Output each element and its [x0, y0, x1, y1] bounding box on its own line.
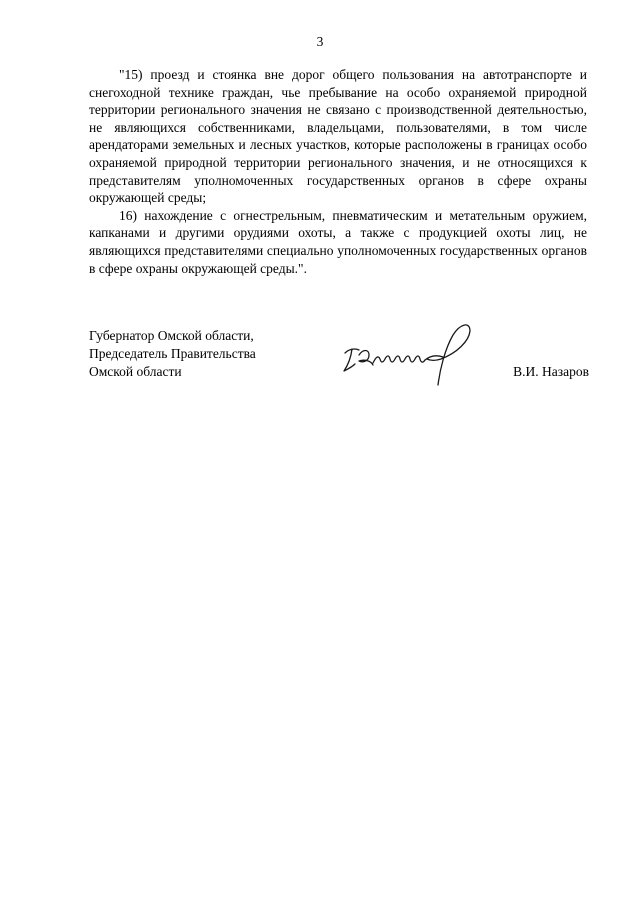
signatory-title-line-3: Омской области	[89, 364, 182, 379]
signatory-title-line-2: Председатель Правительства	[89, 346, 256, 361]
signatory-title-line-1: Губернатор Омской области,	[89, 328, 254, 343]
handwritten-signature-icon	[339, 319, 489, 389]
signatory-name: В.И. Назаров	[513, 364, 589, 379]
body-text	[89, 66, 587, 277]
page-number: 3	[316, 34, 324, 49]
signature-block	[89, 327, 589, 407]
paragraph-15: "15) проезд и стоянка вне дорог общего пользования на автотранспорте и снегоходной технике граждан, чье пребывание на особо охраняемой природной территории регионального значения не связано с производственной деятельностью, не являющихся собственниками, владельцами, пользователями, в том числе арендаторами земельных и лесных участков, которые расположены в границах особо охраняемой природной территории регионального значения, и не относящихся к представителям уполномоченных государственных органов в сфере охраны окружающей среды;	[89, 67, 587, 206]
paragraph-16: 16) нахождение с огнестрельным, пневматическим и метательным оружием, капканами и другими орудиями охоты, а также с продукцией охоты лиц, не являющихся представителями специально уполномоченных государственных органов в сфере охраны окружающей среды.".	[89, 207, 587, 276]
